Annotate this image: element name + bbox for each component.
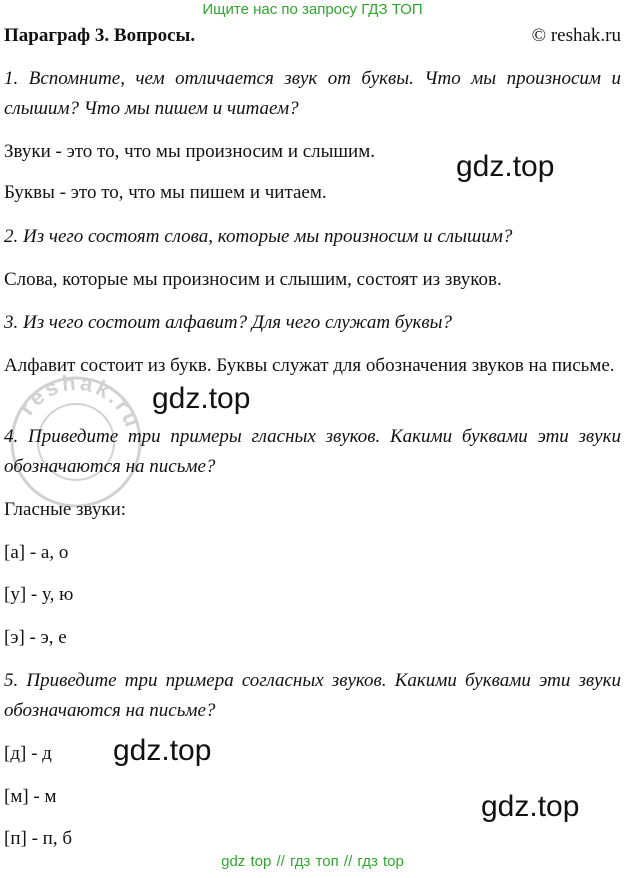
copyright-notice: © reshak.ru [531,25,621,46]
svg-text:reshak.ru: reshak.ru [13,372,146,433]
answer-3: Алфавит состоит из букв. Буквы служат для обозначения звуков на письме. [4,355,615,376]
question-3: 3. Из чего состоит алфавит? Для чего служат буквы? [4,312,453,333]
answer-5-item-2: [м] - м [4,786,57,807]
answer-4-item-1: [а] - а, о [4,542,69,563]
answer-2: Слова, которые мы произносим и слышим, состоят из звуков. [4,269,502,290]
answer-1a: Звуки - это то, что мы произносим и слышим. [4,141,376,162]
watermark-gdz-top: gdz.top [152,382,251,415]
watermark-gdz-top: gdz.top [481,790,580,823]
question-4: 4. Приведите три примеры гласных звуков. Какими буквами эти звуки обозначаются на письме? [4,426,621,477]
top-banner-link[interactable]: Ищите нас по запросу ГДЗ ТОП [202,1,423,18]
answer-4-heading: Гласные звуки: [4,499,127,520]
reshak-seal-watermark [6,372,146,512]
question-1: 1. Вспомните, чем отличается звук от буквы. Что мы произносим и слышим? Что мы пишем и читаем? [4,68,621,119]
answer-4-item-3: [э] - э, е [4,627,67,648]
question-5: 5. Приведите три примера согласных звуков. Какими буквами эти звуки обозначаются на письме? [4,670,621,721]
answer-5-item-3: [п] - п, б [4,828,72,849]
answer-5-item-1: [д] - д [4,743,52,764]
page-title: Параграф 3. Вопросы. [4,25,196,46]
question-2: 2. Из чего состоят слова, которые мы произносим и слышим? [4,226,513,247]
watermark-gdz-top: gdz.top [113,734,212,767]
answer-1b: Буквы - это то, что мы пишем и читаем. [4,182,327,203]
bottom-banner-link[interactable]: gdz top // гдз топ // гдз top [221,853,404,870]
answer-4-item-2: [у] - у, ю [4,584,74,605]
watermark-gdz-top: gdz.top [456,150,555,183]
